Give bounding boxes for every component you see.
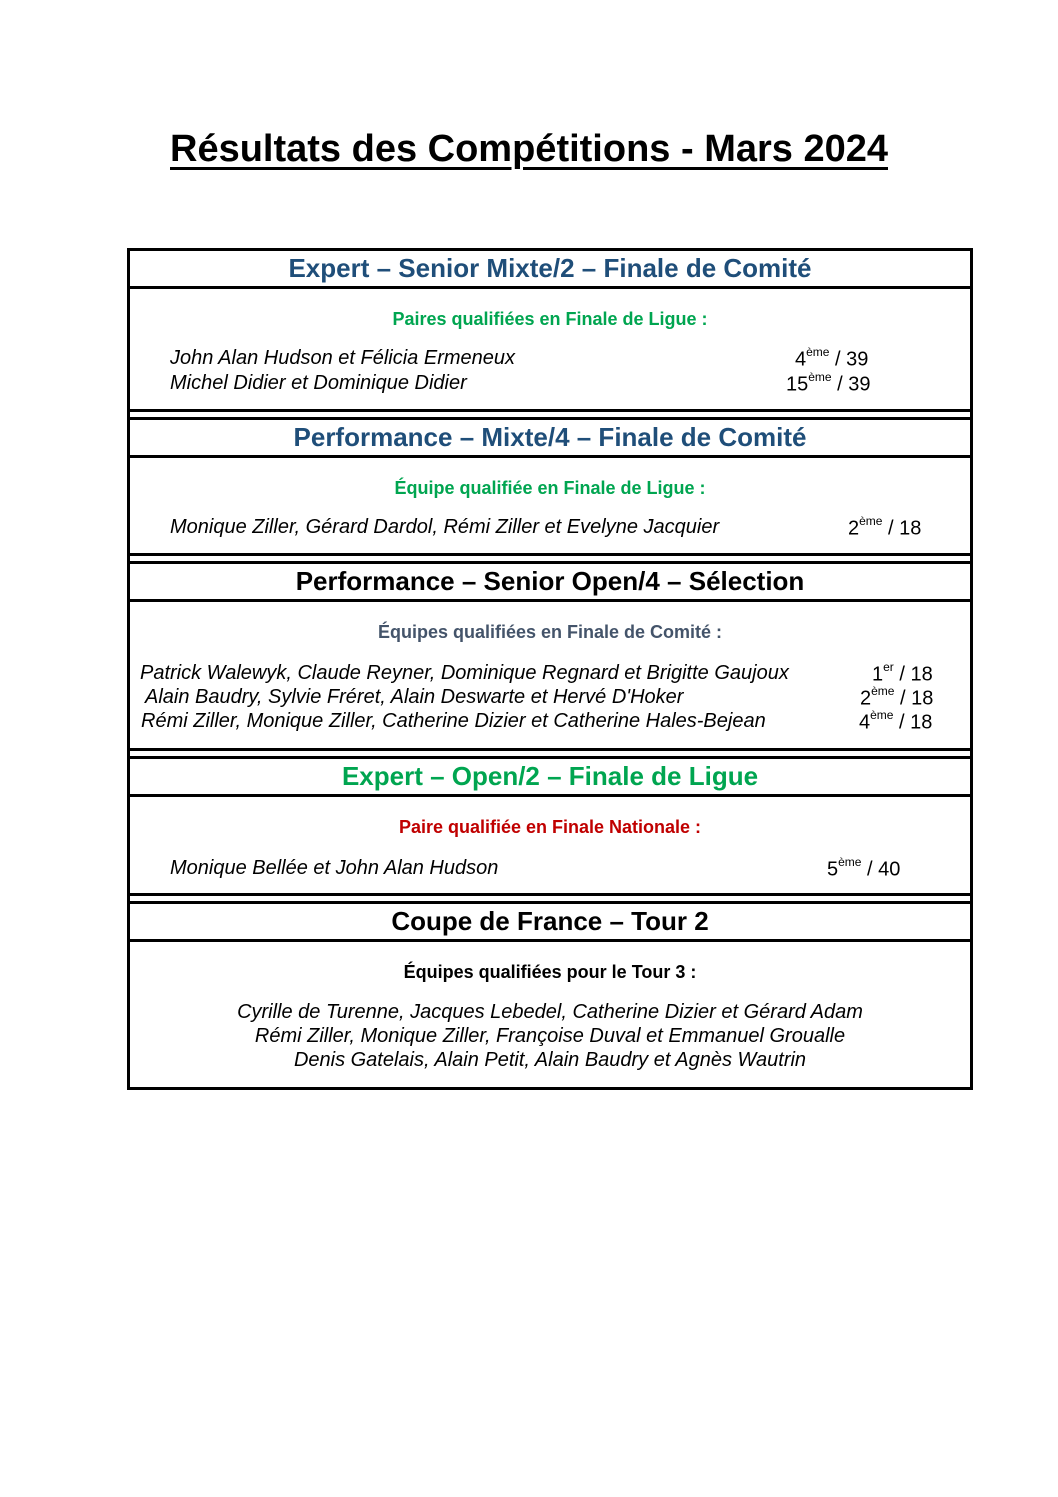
rank-total: / 39 — [829, 348, 869, 371]
result-names: John Alan Hudson et Félicia Ermeneux — [170, 347, 515, 369]
rank-number: 5 — [827, 858, 839, 881]
result-names: Monique Bellée et John Alan Hudson — [170, 857, 499, 879]
rank-suffix: ème — [859, 514, 883, 528]
section-body-expert-senior-mixte — [130, 289, 970, 412]
section-subheading: Équipes qualifiées en Finale de Comité : — [377, 622, 723, 642]
result-rank — [860, 686, 933, 711]
rank-total: / 18 — [893, 711, 933, 734]
result-rank — [786, 372, 871, 397]
rank-suffix: ème — [806, 345, 830, 359]
section-heading-performance-mixte: Performance – Mixte/4 – Finale de Comité — [130, 420, 970, 458]
rank-total: / 18 — [894, 687, 934, 710]
qualified-team: Denis Gatelais, Alain Petit, Alain Baudry et Agnès Wautrin — [293, 1049, 807, 1071]
rank-suffix: ème — [870, 708, 894, 722]
page-title: Résultats des Compétitions - Mars 2024 — [170, 128, 888, 170]
result-rank — [848, 516, 921, 541]
section-heading-performance-senior-open: Performance – Senior Open/4 – Sélection — [130, 564, 970, 602]
result-rank — [827, 857, 900, 882]
section-divider — [130, 556, 970, 564]
result-names: Michel Didier et Dominique Didier — [170, 372, 467, 394]
section-subheading: Paire qualifiée en Finale Nationale : — [398, 817, 702, 837]
section-heading-expert-senior-mixte: Expert – Senior Mixte/2 – Finale de Comité — [130, 251, 970, 289]
section-body-expert-open — [130, 797, 970, 896]
result-rank — [859, 710, 932, 735]
section-body-performance-mixte — [130, 458, 970, 556]
results-table — [127, 248, 973, 1090]
section-body-performance-senior-open — [130, 602, 970, 751]
section-subheading: Équipes qualifiées pour le Tour 3 : — [403, 962, 697, 982]
result-names: Alain Baudry, Sylvie Fréret, Alain Deswarte et Hervé D'Hoker — [145, 686, 684, 708]
result-rank — [872, 662, 933, 687]
qualified-team: Cyrille de Turenne, Jacques Lebedel, Catherine Dizier et Gérard Adam — [237, 1001, 863, 1023]
result-names: Monique Ziller, Gérard Dardol, Rémi Ziller et Evelyne Jacquier — [170, 516, 720, 538]
section-heading-expert-open: Expert – Open/2 – Finale de Ligue — [130, 759, 970, 797]
rank-number: 4 — [795, 348, 807, 371]
rank-number: 2 — [848, 517, 860, 540]
result-rank — [795, 347, 868, 372]
rank-suffix: ème — [838, 855, 862, 869]
rank-suffix: ème — [808, 370, 832, 384]
section-subheading: Équipe qualifiée en Finale de Ligue : — [394, 478, 706, 498]
rank-total: / 39 — [831, 373, 871, 396]
section-divider — [130, 751, 970, 759]
rank-number: 15 — [786, 373, 809, 396]
result-names: Patrick Walewyk, Claude Reyner, Dominique Regnard et Brigitte Gaujoux — [140, 662, 789, 684]
section-subheading: Paires qualifiées en Finale de Ligue : — [392, 309, 708, 329]
rank-number: 4 — [859, 711, 871, 734]
qualified-team: Rémi Ziller, Monique Ziller, Françoise Duval et Emmanuel Groualle — [254, 1025, 846, 1047]
rank-total: / 18 — [882, 517, 922, 540]
result-names: Rémi Ziller, Monique Ziller, Catherine Dizier et Catherine Hales-Bejean — [141, 710, 766, 732]
rank-total: / 18 — [893, 663, 933, 686]
section-heading-coupe-de-france: Coupe de France – Tour 2 — [130, 904, 970, 942]
rank-suffix: er — [883, 660, 894, 674]
rank-total: / 40 — [861, 858, 901, 881]
rank-number: 1 — [872, 663, 884, 686]
rank-number: 2 — [860, 687, 872, 710]
section-divider — [130, 896, 970, 904]
section-body-coupe-de-france — [130, 942, 970, 1087]
rank-suffix: ème — [871, 684, 895, 698]
section-divider — [130, 412, 970, 420]
